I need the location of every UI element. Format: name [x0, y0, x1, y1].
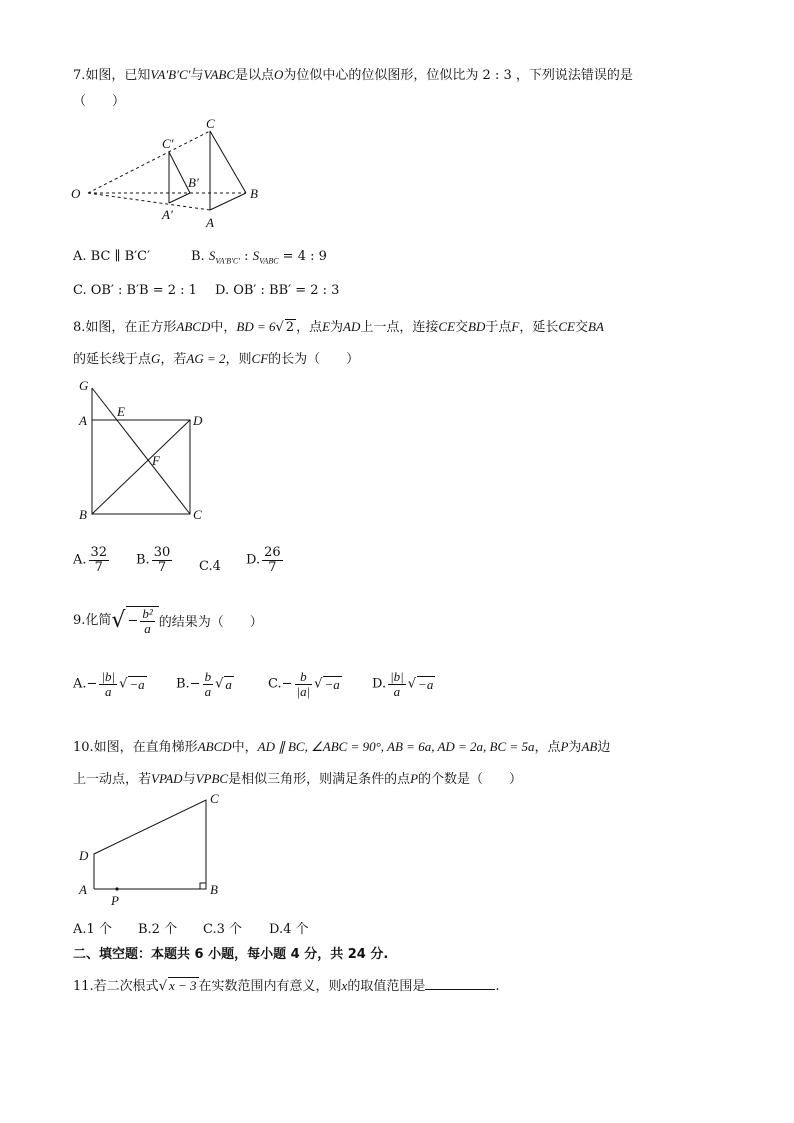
q9-text: 的结果为（ ）: [158, 615, 263, 631]
q7-option-b[interactable]: [191, 248, 327, 266]
q10-label: C: [210, 791, 219, 806]
q11-text: 在实数范围内有意义，则: [198, 979, 342, 994]
q7-option-d[interactable]: [215, 283, 339, 298]
option-text: :: [239, 249, 253, 264]
fraction: [99, 670, 117, 698]
q10-option-a[interactable]: A.1 个: [73, 922, 112, 937]
frac-den: a: [144, 620, 151, 636]
frac-num: b: [295, 670, 313, 685]
frac-num: 30: [153, 545, 171, 560]
fraction: [89, 546, 110, 574]
q10-var: VPAD: [151, 771, 183, 786]
q7-stem: [73, 64, 633, 83]
q7-option-c[interactable]: [73, 283, 197, 298]
q11-text: 11.若二次根式: [73, 979, 159, 994]
frac-num: b²: [142, 606, 153, 621]
q8-label: D: [193, 413, 203, 428]
q7-label: B: [250, 186, 258, 201]
q10-stem-line2: [73, 768, 522, 787]
q8-label: E: [117, 404, 125, 419]
q8-var: BD = 6: [236, 319, 276, 334]
q8-text: ，若: [160, 352, 187, 367]
q8-option-a[interactable]: [73, 546, 111, 574]
option-text: C.−: [268, 676, 293, 692]
q9-option-d[interactable]: [372, 670, 435, 698]
q10-text: 10.如图，在直角梯形: [73, 740, 198, 755]
q10-var: VPBC: [195, 771, 229, 786]
q8-label: F: [152, 453, 160, 468]
option-text: = 4 : 9: [278, 249, 327, 264]
q9-text: −: [127, 613, 139, 629]
q10-figure: [70, 788, 230, 910]
option-text: A.: [73, 552, 87, 568]
q8-text: ，延长: [519, 320, 559, 335]
q8-var: CF: [251, 351, 269, 366]
option-text: C. OB′ : B′B = 2 : 1: [73, 283, 197, 298]
frac-num: 26: [264, 545, 281, 560]
q8-text: 交: [455, 320, 469, 335]
q10-label: A: [79, 882, 87, 897]
q7-tri1: VA′B′C′: [150, 67, 191, 82]
q11-text: .: [495, 979, 500, 994]
frac-den: a: [105, 683, 112, 699]
sqrt-sign: √: [111, 608, 126, 634]
frac-den: a: [204, 683, 212, 699]
option-text: B.: [191, 249, 209, 264]
q10-text: 边: [597, 740, 611, 755]
q7-text: 与: [190, 68, 204, 83]
q8-var: ABCD: [176, 319, 211, 334]
q8-var: F: [511, 319, 520, 334]
q8-text: 的延长线于点: [73, 352, 152, 367]
option-sub: VA′B′C′: [215, 256, 240, 266]
q7-label: O: [71, 186, 81, 201]
q8-label: C: [193, 507, 202, 522]
q8-var: E: [322, 319, 331, 334]
q8-figure: [70, 372, 220, 527]
q10-var: ABCD: [197, 739, 232, 754]
q7-paren: （ ）: [73, 94, 126, 109]
q8-var: G: [151, 351, 161, 366]
sqrt-sign: √: [314, 676, 323, 692]
q7-text: 7.如图，已知: [73, 68, 151, 83]
sqrt-sign: √: [158, 979, 167, 994]
option-sub: VABC: [259, 256, 279, 266]
q7-figure: [66, 112, 276, 232]
option-text: S: [208, 248, 216, 263]
q8-text: 上一点，连接: [360, 320, 439, 335]
q7-label: C′: [162, 136, 174, 151]
radicand: −a: [129, 676, 145, 692]
frac-den: 7: [94, 559, 103, 575]
q10-label: B: [210, 882, 218, 897]
q8-label: B: [79, 507, 87, 522]
q8-label: G: [79, 378, 89, 393]
frac-num: b: [204, 669, 212, 684]
fraction: [203, 670, 214, 698]
q8-text: 为: [330, 320, 344, 335]
q10-var: AB: [581, 739, 598, 754]
sqrt-sign: √: [275, 320, 284, 335]
q9-option-b[interactable]: [176, 670, 234, 698]
q8-var: BA: [588, 319, 604, 334]
q8-text: 的长为（ ）: [268, 352, 360, 367]
q8-text: 中，: [210, 320, 237, 335]
fraction: [388, 670, 406, 698]
q9-radicand: [126, 606, 158, 635]
q10-var: P: [410, 771, 419, 786]
sqrt-sign: √: [119, 676, 128, 692]
q10-text: 中，: [231, 740, 258, 755]
q8-var: CE: [438, 319, 456, 334]
q7-tri2: VABC: [203, 67, 236, 82]
q8-text: 8.如图，在正方形: [73, 320, 177, 335]
sqrt-sign: √: [407, 676, 417, 692]
q10-text: 上一动点，若: [73, 772, 152, 787]
q9-stem: [73, 606, 263, 635]
q8-stem-line2: [73, 348, 359, 367]
q8-text: 交: [575, 320, 589, 335]
section-2-title: 二、填空题：本题共 6 小题，每小题 4 分，共 24 分.: [73, 947, 389, 962]
q8-radicand: 2: [285, 320, 295, 335]
option-text: S: [252, 248, 260, 263]
q7-label: A: [206, 215, 214, 230]
radicand: −a: [418, 676, 434, 692]
q7-text: 为位似中心的位似图形，位似比为 2 : 3 ，下列说法错误的是: [283, 68, 633, 83]
q7-label: A′: [162, 207, 173, 222]
q10-var: P: [560, 739, 569, 754]
q8-var: AD: [343, 319, 361, 334]
q8-option-b[interactable]: [136, 546, 174, 574]
q8-option-d[interactable]: [246, 546, 285, 574]
q8-var: CE: [558, 319, 575, 334]
q10-conditions: AD ∥ BC, ∠ABC = 90°, AB = 6a, AD = 2a, BC = 5a: [257, 739, 535, 754]
q7-o: O: [274, 67, 284, 82]
q7-option-a[interactable]: [73, 249, 150, 264]
q9-text: 9.化简: [73, 613, 112, 629]
option-text: B.: [136, 552, 150, 568]
q8-stem-line1: [73, 316, 604, 335]
q8-label: A: [79, 413, 87, 428]
fraction: [295, 670, 313, 698]
q7-text: 是以点: [235, 68, 275, 83]
q10-label: D: [79, 848, 89, 863]
radicand: −a: [324, 676, 340, 692]
q10-option-b[interactable]: B.2 个: [138, 922, 178, 937]
fraction: [140, 607, 154, 635]
q10-text: 的个数是（ ）: [418, 772, 523, 787]
frac-den: |a|: [296, 683, 311, 699]
q10-text: ，点: [534, 740, 561, 755]
q8-var: BD: [468, 319, 486, 334]
option-text: A. BC ∥ B′C′: [73, 249, 151, 264]
q11-stem: [73, 975, 499, 994]
q10-label: P: [111, 893, 119, 908]
q8-text: ，则: [225, 352, 252, 367]
q7-label: B′: [188, 175, 199, 190]
frac-den: a: [393, 683, 401, 699]
q9-option-a[interactable]: [73, 670, 147, 698]
frac-den: 7: [268, 559, 277, 575]
frac-den: 7: [157, 559, 167, 575]
q10-option-c[interactable]: C.3 个: [203, 922, 243, 937]
option-text: C.4: [199, 559, 221, 574]
frac-num: |b|: [390, 669, 404, 684]
fraction: [152, 546, 173, 574]
q10-text: 为: [568, 740, 582, 755]
q7-label: C: [206, 116, 215, 131]
q11-answer-blank[interactable]: [425, 977, 495, 990]
q8-text: ，点: [296, 320, 323, 335]
q8-var: AG = 2: [186, 351, 226, 366]
q8-option-c[interactable]: [199, 559, 221, 574]
fraction: [262, 546, 283, 574]
q8-text: 于点: [485, 320, 512, 335]
q11-var: x: [341, 978, 348, 993]
q10-option-d[interactable]: D.4 个: [269, 922, 309, 937]
option-text: B.−: [176, 676, 201, 692]
q9-option-c[interactable]: [268, 670, 342, 698]
option-text: A.−: [73, 676, 98, 692]
radicand: a: [225, 676, 232, 692]
frac-num: 32: [90, 545, 108, 560]
option-text: D.: [246, 552, 261, 568]
q10-text: 与: [182, 772, 196, 787]
q11-radicand: x − 3: [168, 978, 197, 993]
q10-stem-line1: [73, 736, 610, 755]
option-text: D. OB′ : BB′ = 2 : 3: [215, 283, 340, 298]
q10-text: 是相似三角形，则满足条件的点: [228, 772, 411, 787]
frac-num: |b|: [101, 669, 116, 684]
q11-text: 的取值范围是: [347, 979, 426, 994]
option-text: D.: [372, 676, 387, 692]
sqrt-sign: √: [215, 676, 224, 692]
